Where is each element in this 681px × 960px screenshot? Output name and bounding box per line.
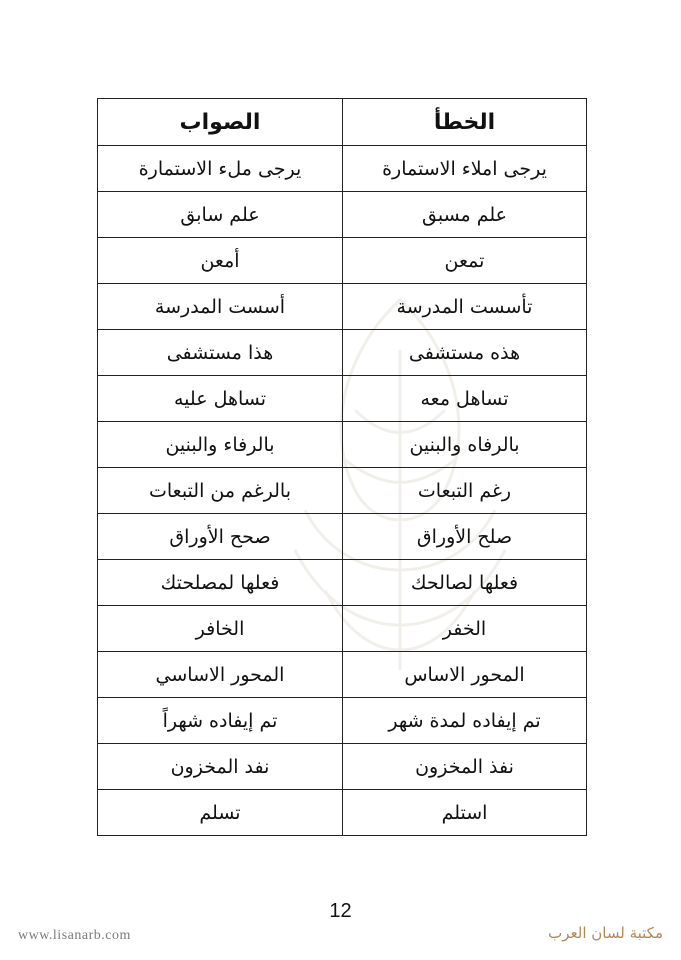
correct-cell: أمعن [98,238,343,284]
correct-cell: صحح الأوراق [98,514,343,560]
table-row [98,698,587,744]
table-row [98,744,587,790]
page-number: 12 [329,900,352,922]
table-row [98,192,587,238]
wrong-cell: استلم [343,790,587,836]
wrong-cell: بالرفاه والبنين [343,422,587,468]
correct-cell: فعلها لمصلحتك [98,560,343,606]
correct-cell: بالرغم من التبعات [98,468,343,514]
errors-table [97,98,587,836]
wrong-cell: هذه مستشفى [343,330,587,376]
wrong-cell: الخفر [343,606,587,652]
wrong-cell: المحور الاساس [343,652,587,698]
wrong-cell: فعلها لصالحك [343,560,587,606]
table-row [98,422,587,468]
wrong-cell: رغم التبعات [343,468,587,514]
table-row [98,284,587,330]
header-correct: الصواب [98,99,343,146]
wrong-cell: تمعن [343,238,587,284]
correct-cell: تم إيفاده شهراً [98,698,343,744]
table-row [98,146,587,192]
table-row [98,238,587,284]
table-row [98,790,587,836]
correct-cell: تسلم [98,790,343,836]
table-row [98,560,587,606]
table-row [98,376,587,422]
footer-url: www.lisanarb.com [18,928,131,943]
wrong-cell: صلح الأوراق [343,514,587,560]
correct-cell: المحور الاساسي [98,652,343,698]
table-row [98,514,587,560]
table-row [98,606,587,652]
correct-cell: نفد المخزون [98,744,343,790]
table-row [98,330,587,376]
wrong-cell: يرجى املاء الاستمارة [343,146,587,192]
correct-cell: أسست المدرسة [98,284,343,330]
correct-cell: هذا مستشفى [98,330,343,376]
wrong-cell: تم إيفاده لمدة شهر [343,698,587,744]
footer-brand: مكتبة لسان العرب [548,924,663,942]
correct-cell: تساهل عليه [98,376,343,422]
header-wrong: الخطأ [343,99,587,146]
wrong-cell: نفذ المخزون [343,744,587,790]
wrong-cell: علم مسبق [343,192,587,238]
correct-cell: يرجى ملء الاستمارة [98,146,343,192]
correct-cell: بالرفاء والبنين [98,422,343,468]
table-header-row [98,99,587,146]
table-row [98,652,587,698]
correct-cell: علم سابق [98,192,343,238]
wrong-cell: تساهل معه [343,376,587,422]
correct-cell: الخافر [98,606,343,652]
table-row [98,468,587,514]
wrong-cell: تأسست المدرسة [343,284,587,330]
